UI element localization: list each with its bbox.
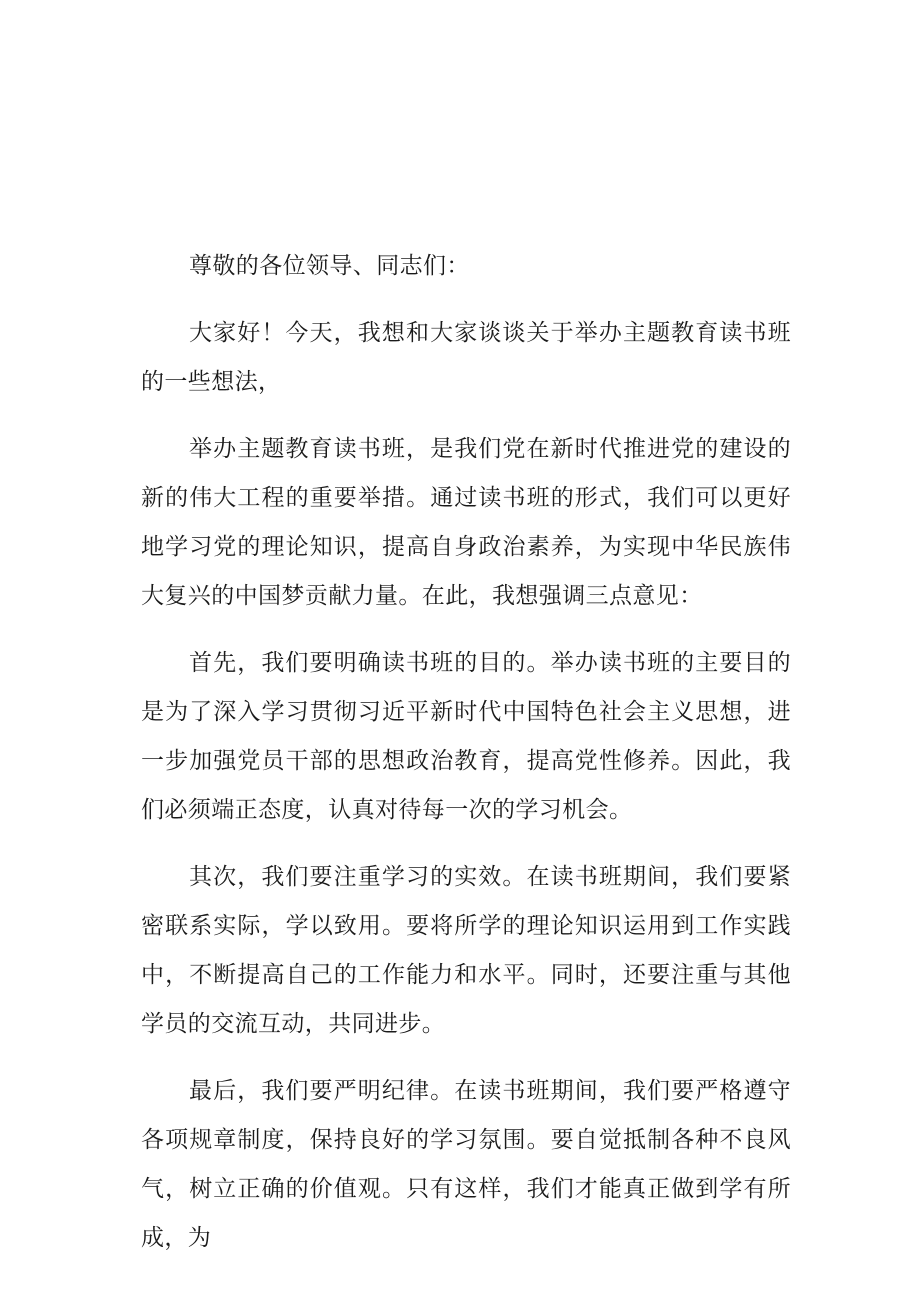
paragraph-second-point: 其次，我们要注重学习的实效。在读书班期间，我们要紧密联系实际，学以致用。要将所学的理论知识运用到工作实践中，不断提高自己的工作能力和水平。同时，还要注重与其他学员的交流互动，共同进步。 xyxy=(141,864,791,1037)
document-body xyxy=(141,242,791,1281)
paragraph-third-point: 最后，我们要严明纪律。在读书班期间，我们要严格遵守各项规章制度，保持良好的学习氛围。要自觉抵制各种不良风气，树立正确的价值观。只有这样，我们才能真正做到学有所成，为 xyxy=(141,1078,791,1251)
paragraph-introduction: 举办主题教育读书班，是我们党在新时代推进党的建设的新的伟大工程的重要举措。通过读书班的形式，我们可以更好地学习党的理论知识，提高自身政治素养，为实现中华民族伟大复兴的中国梦贡献力量。在此，我想强调三点意见： xyxy=(141,436,791,609)
paragraph-first-point: 首先，我们要明确读书班的目的。举办读书班的主要目的是为了深入学习贯彻习近平新时代中国特色社会主义思想，进一步加强党员干部的思想政治教育，提高党性修养。因此，我们必须端正态度，认真对待每一次的学习机会。 xyxy=(141,650,791,823)
salutation: 尊敬的各位领导、同志们： xyxy=(189,253,470,279)
paragraph-greeting: 大家好！今天，我想和大家谈谈关于举办主题教育读书班的一些想法， xyxy=(141,320,791,395)
